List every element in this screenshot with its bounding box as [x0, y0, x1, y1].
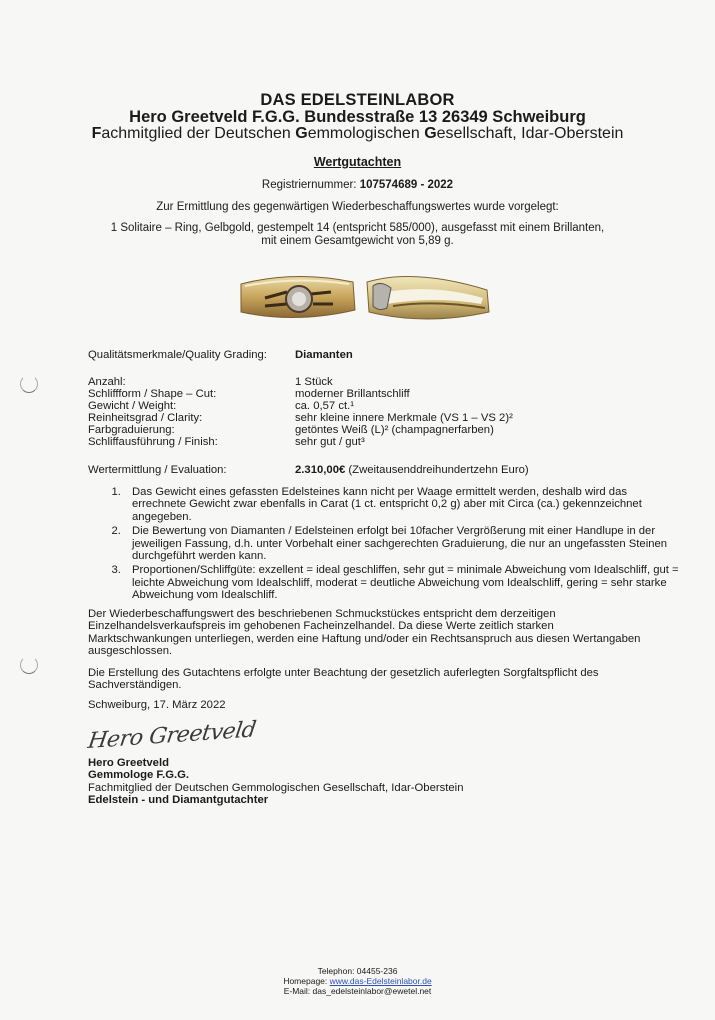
membership-text: esellschaft, Idar-Oberstein	[436, 125, 624, 142]
diligence-paragraph: Die Erstellung des Gutachtens erfolgte unter Beachtung der gesetzlich auferlegten Sorgfaltspflicht des Sachverständigen.	[88, 667, 599, 692]
footer-contact	[0, 966, 715, 996]
grading-header-label: Qualitätsmerkmale/Quality Grading:	[88, 349, 267, 361]
membership-initial: G	[424, 125, 437, 142]
disclaimer-paragraph: Der Wiederbeschaffungswert des beschriebenen Schmuckstückes entspricht dem derzeitigen Einzelhandelsverkaufspreis im gehobenen Facheinzelhandel. Da diese Werte zeitlich starken Marktschwankungen unterliegen, werden eine Haftung und/oder ein Rechtsanspruch aus diesen Wertangaben ausgeschlossen.	[88, 608, 641, 658]
footnote: 1. Das Gewicht eines gefassten Edelsteines kann nicht per Waage ermittelt werden, deshalb wird das errechnete Gewicht zwar ebenfalls in Carat (1 ct. entspricht 0,2 g) aber mit Circa (ca.) gekennzeichnet angegeben.	[124, 486, 684, 523]
ring-side-view	[367, 277, 489, 319]
footer-phone: Telephon: 04455-236	[317, 966, 398, 976]
homepage-link[interactable]: www.das-Edelsteinlabor.de	[329, 976, 432, 986]
grading-row-value: getöntes Weiß (L)² (champagnerfarben)	[295, 424, 494, 436]
grading-header-value: Diamanten	[295, 349, 353, 361]
signer-role: Edelstein - und Diamantgutachter	[88, 794, 269, 807]
document-title: Wertgutachten	[313, 155, 402, 169]
membership-initial: F	[91, 125, 102, 142]
lab-name: DAS EDELSTEINLABOR	[260, 91, 455, 109]
signer-name: Hero Greetveld	[88, 757, 169, 769]
intro-text: Zur Ermittlung des gegenwärtigen Wiederbeschaffungswertes wurde vorgelegt:	[156, 201, 559, 213]
place-date: Schweiburg, 17. März 2022	[88, 699, 226, 711]
evaluation-amount: 2.310,00€	[295, 464, 346, 476]
footnote: 2. Die Bewertung von Diamanten / Edelsteinen erfolgt bei 10facher Vergrößerung mit einer Handlupe in der jeweiligen Fassung, d.h. unter Vorbehalt einer sachgerechten Graduierung, die nur an ungefassten Steinen durchgeführt werden kann.	[124, 525, 684, 562]
grading-row-value: moderner Brillantschliff	[295, 388, 410, 400]
lab-address: Hero Greetveld F.G.G. Bundesstraße 13 26349 Schweiburg	[129, 108, 586, 126]
grading-row-value: 1 Stück	[295, 376, 333, 388]
item-description	[0, 222, 715, 248]
ring-front-view	[241, 276, 355, 317]
ring-photo	[235, 262, 497, 330]
membership-initial: G	[295, 125, 308, 142]
grading-row-label: Schliffausführung / Finish:	[88, 436, 218, 448]
registry-label: Registriernummer:	[261, 179, 360, 191]
grading-row-label: Gewicht / Weight:	[88, 400, 177, 412]
registry-number: 107574689 - 2022	[359, 179, 454, 191]
punch-hole-mark	[20, 656, 38, 674]
grading-row-label: Schliffform / Shape – Cut:	[88, 388, 217, 400]
homepage-label: Homepage:	[283, 976, 330, 986]
item-line: mit einem Gesamtgewicht von 5,89 g.	[261, 235, 454, 247]
grading-row-label: Anzahl:	[88, 376, 126, 388]
signer-block	[88, 757, 463, 807]
grading-row-label: Farbgraduierung:	[88, 424, 175, 436]
grading-row-value: sehr kleine innere Merkmale (VS 1 – VS 2)²	[295, 412, 513, 424]
footnotes-list	[88, 486, 684, 604]
grading-row-label: Reinheitsgrad / Clarity:	[88, 412, 203, 424]
item-line: 1 Solitaire – Ring, Gelbgold, gestempelt 14 (entspricht 585/000), ausgefasst mit einem Brillanten,	[110, 222, 605, 234]
registry-line	[0, 179, 715, 191]
footer-email: E-Mail: das_edelsteinlabor@ewetel.net	[283, 986, 432, 996]
punch-hole-mark	[20, 375, 38, 393]
membership-text: achmitglied der Deutschen	[101, 125, 296, 142]
signer-membership: Fachmitglied der Deutschen Gemmologischen Gesellschaft, Idar-Oberstein	[88, 781, 464, 794]
grading-row-value: ca. 0,57 ct.¹	[295, 400, 355, 412]
footnote: 3. Proportionen/Schliffgüte: exzellent = ideal geschliffen, sehr gut = minimale Abweichung vom Idealschliff, gut = leichte Abweichung vom Idealschliff, moderat = deutliche Abweichung vom Idealschliff, gering = sehr starke Abweichung vom Idealschliff.	[124, 564, 684, 601]
evaluation-value	[295, 464, 529, 476]
handwritten-signature: Hero Greetveld	[86, 717, 258, 755]
signer-title: Gemmologe F.G.G.	[88, 769, 190, 782]
grading-row-value: sehr gut / gut³	[295, 436, 365, 448]
evaluation-words: (Zweitausenddreihundertzehn Euro)	[345, 464, 529, 476]
footer-homepage	[0, 976, 715, 986]
lab-membership	[0, 125, 715, 143]
evaluation-label: Wertermittlung / Evaluation:	[88, 464, 227, 476]
membership-text: emmologischen	[307, 125, 425, 142]
